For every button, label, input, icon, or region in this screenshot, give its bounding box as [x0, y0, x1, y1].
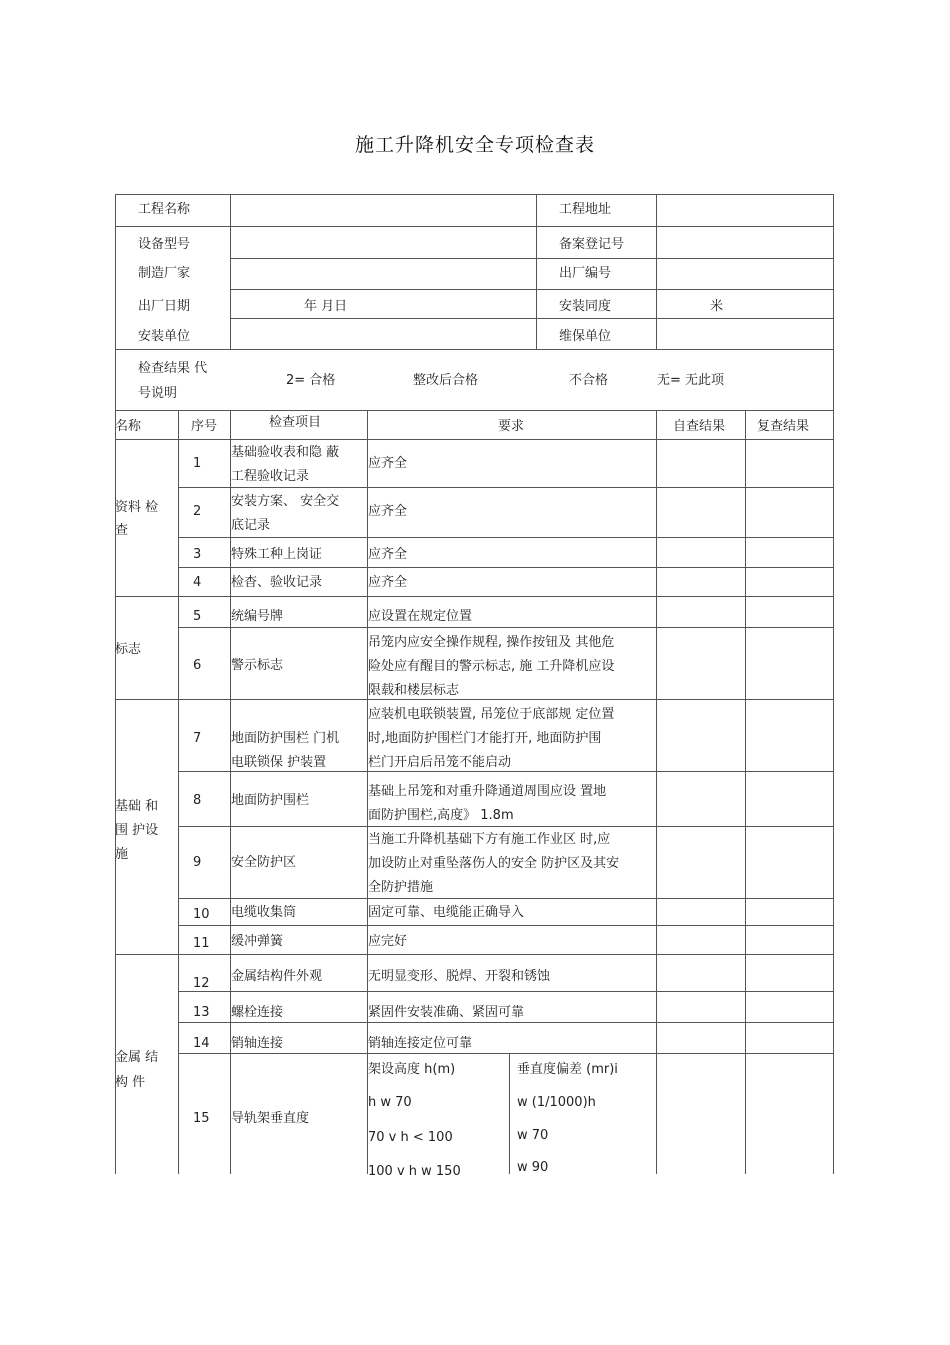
row-requirement: 应齐全: [368, 504, 408, 519]
equipment-model-label: 设备型号: [138, 237, 191, 252]
height-range: 70 v h < 100: [368, 1130, 453, 1145]
row-seq: 4: [193, 575, 202, 590]
row-seq: 11: [193, 936, 210, 951]
header-recheck: 复查结果: [757, 419, 810, 434]
header-item: 检查项目: [269, 415, 322, 430]
row-requirement: 应齐全: [368, 575, 408, 590]
install-height-unit: 米: [710, 299, 724, 314]
registration-no-label: 备案登记号: [559, 237, 625, 252]
legend-fail: 不合格: [569, 373, 609, 388]
group-docs-line1: 资料 检: [115, 500, 159, 515]
group-foundation-line1: 基础 和: [115, 799, 159, 814]
group-foundation-line2: 围 护设: [115, 823, 159, 838]
legend-label-line1: 检查结果 代: [138, 361, 208, 376]
row-item: 地面防护围栏: [231, 793, 310, 808]
group-signs: 标志: [115, 642, 142, 657]
row-seq: 6: [193, 658, 202, 673]
factory-no-label: 出厂编号: [559, 266, 612, 281]
row-seq: 7: [193, 731, 202, 746]
row-requirement: 无明显变形、脱焊、开裂和锈蚀: [368, 969, 551, 984]
row-requirement: 固定可靠、电缆能正确导入: [368, 905, 525, 920]
maintenance-unit-label: 维保单位: [559, 329, 612, 344]
row-requirement-line1: 基础上吊笼和对重升降通道周围应设 置地: [368, 784, 607, 799]
row-seq: 5: [193, 609, 202, 624]
install-height-label: 安装同度: [559, 299, 612, 314]
row-seq: 14: [193, 1036, 210, 1051]
row-requirement-line1: 当施工升降机基础下方有施工作业区 时,应: [368, 832, 611, 847]
row-item: 金属结构件外观: [231, 969, 323, 984]
row-item: 螺栓连接: [231, 1005, 284, 1020]
row-item-line2: 底记录: [231, 518, 271, 533]
row-requirement: 应完好: [368, 934, 408, 949]
group-metal-line1: 金属 结: [115, 1050, 159, 1065]
row-item: 缓冲弹簧: [231, 934, 284, 949]
row-item: 电缆收集筒: [231, 905, 297, 920]
project-address-label: 工程地址: [559, 202, 612, 217]
row-requirement-line2: 险处应有醒目的警示标志, 施 工升降机应设: [368, 659, 615, 674]
row-requirement-line1: 吊笼内应安全操作规程, 操作按钮及 其他危: [368, 635, 615, 650]
row-item: 检杳、验收记录: [231, 575, 323, 590]
factory-date-label: 出厂日期: [138, 299, 191, 314]
factory-date-value: 年 月日: [304, 299, 348, 314]
legend-rectified: 整改后合格: [413, 373, 479, 388]
row-seq: 9: [193, 855, 202, 870]
row-seq: 13: [193, 1005, 210, 1020]
deviation-header: 垂直度偏差 (mr)i: [517, 1062, 618, 1077]
row-item: 销轴连接: [231, 1036, 284, 1051]
row-requirement: 紧固件安装准确、紧固可靠: [368, 1005, 525, 1020]
row-item: 导轨架垂直度: [231, 1111, 310, 1126]
legend-label-line2: 号说明: [138, 386, 178, 401]
row-seq: 1: [193, 456, 202, 471]
row-item-line1: 基础验收表和隐 蔽: [231, 445, 340, 460]
deviation-value: w (1/1000)h: [517, 1095, 596, 1110]
group-metal-line2: 构 件: [115, 1075, 146, 1090]
row-requirement-line2: 面防护围栏,高度》 1.8m: [368, 808, 514, 823]
row-item: 特殊工种上岗证: [231, 547, 323, 562]
deviation-value: w 90: [517, 1160, 549, 1175]
row-requirement-line2: 加设防止对重坠落伤人的安全 防护区及其安: [368, 856, 620, 871]
row-item: 警示标志: [231, 658, 284, 673]
row-item-line1: 安装方案、 安全交: [231, 494, 340, 509]
deviation-value: w 70: [517, 1128, 549, 1143]
height-range: h w 70: [368, 1095, 412, 1110]
row-item-line2: 电联锁保 护装置: [231, 755, 327, 770]
row-requirement: 应齐全: [368, 547, 408, 562]
row-requirement-line3: 栏门开启后吊笼不能启动: [368, 755, 512, 770]
row-requirement-line1: 应装机电联锁装置, 吊笼位于底部规 定位置: [368, 707, 615, 722]
page-title: 施工升降机安全专项检查表: [354, 134, 595, 156]
row-item-line1: 地面防护围栏 门机: [231, 731, 340, 746]
row-requirement: 销轴连接定位可靠: [368, 1036, 473, 1051]
row-seq: 2: [193, 504, 202, 519]
legend-na: 无= 无此项: [657, 373, 725, 388]
row-requirement: 应设置在规定位置: [368, 609, 473, 624]
header-self-check: 自查结果: [673, 419, 726, 434]
manufacturer-label: 制造厂家: [138, 266, 191, 281]
row-requirement-line2: 时,地面防护围栏门才能打开, 地面防护围: [368, 731, 602, 746]
row-seq: 8: [193, 793, 202, 808]
install-unit-label: 安装单位: [138, 329, 191, 344]
row-seq: 15: [193, 1111, 210, 1126]
header-name: 名称: [115, 419, 142, 434]
legend-pass: 2= 合格: [286, 373, 336, 388]
row-seq: 12: [193, 976, 210, 991]
group-foundation-line3: 施: [115, 847, 129, 862]
row-item: 统编号牌: [231, 609, 284, 624]
group-docs-line2: 查: [115, 523, 129, 538]
header-requirement: 要求: [498, 419, 525, 434]
row-requirement: 应齐全: [368, 456, 408, 471]
height-header: 架设高度 h(m): [368, 1062, 456, 1077]
row-item-line2: 工程验收记录: [231, 469, 310, 484]
header-seq: 序号: [191, 419, 218, 434]
project-name-label: 工程名称: [138, 202, 191, 217]
row-seq: 10: [193, 907, 210, 922]
row-requirement-line3: 全防护措施: [368, 880, 434, 895]
row-requirement-line3: 限载和楼层标志: [368, 683, 460, 698]
row-seq: 3: [193, 547, 202, 562]
height-range: 100 v h w 150: [368, 1164, 461, 1179]
row-item: 安全防护区: [231, 855, 297, 870]
